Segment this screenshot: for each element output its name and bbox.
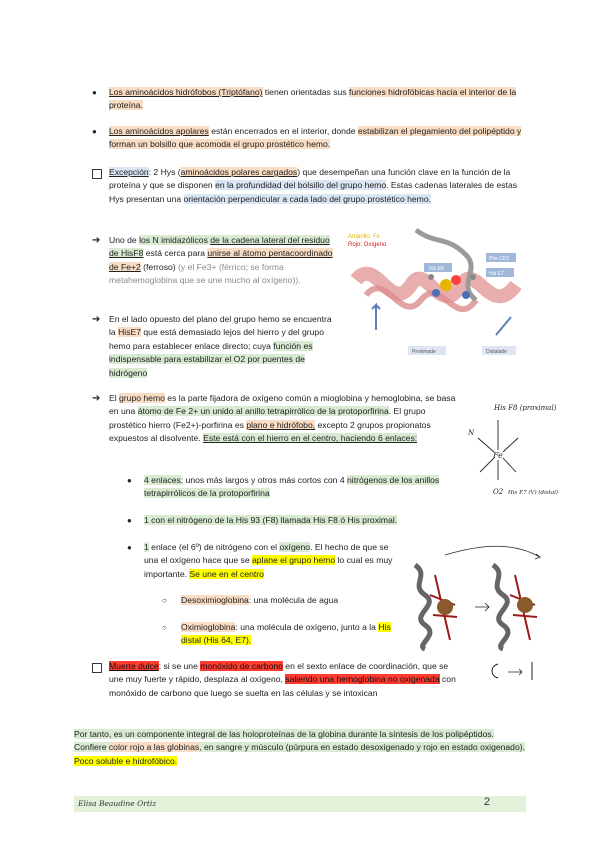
circle-bullet-icon: ○ — [162, 596, 167, 605]
sketch-top-label: His F8 (proximal) — [494, 404, 557, 412]
sub-bullet-oxigeno: ● 1 enlace (el 6º) de nitrógeno con el oxígeno. El hecho de que se una el oxígeno hace que se aplane el grupo hemo lo cual es muy importante. Se une en el centro — [127, 542, 393, 579]
heme-bonds-sketch — [468, 398, 559, 516]
circle-oximioglobina: ○ Oximioglobina: una molécula de oxígeno, junto a la His distal (His 64, E7). — [162, 622, 391, 646]
sketch-bottom-label: His E7 (V) (distal) — [508, 490, 559, 496]
circle-desoximioglobina: ○ Desoximioglobina: una molécula de agua — [162, 594, 402, 607]
protein-structure-figure — [346, 225, 526, 360]
oxygen-binding-image — [405, 545, 555, 650]
bullet-dot: ● — [127, 516, 132, 525]
oxygen-binding-figure — [405, 545, 555, 650]
bullet-dot: ● — [127, 543, 132, 552]
bracket-scribble — [488, 660, 538, 682]
bullet-dot: ● — [92, 127, 97, 136]
bracket-sketch — [488, 660, 538, 682]
arrow-right-icon: ➔ — [92, 314, 101, 325]
page-number: 2 — [483, 796, 490, 808]
bullet-dot: ● — [92, 88, 97, 97]
bullet-hydrophobic: ● Los aminoácidos hidrófobos (Triptófano) tienen orientadas sus funciones hidrofóbicas hacia el interior de la proteína. — [92, 87, 517, 111]
sketch-image — [468, 398, 559, 516]
checklist-muerte-dulce: Muerte dulce: si se une monóxido de carbono en el sexto enlace de coordinación, que se une muy fuerte y rápido, desplaza al oxígeno, saliendo una hemoglobina no oxigenada con monóxido de carbono que luego se suelta en las células y se intoxican — [92, 660, 462, 700]
legend-fe: Amarillo: Fe — [348, 234, 381, 240]
sketch-n-label: N — [468, 429, 475, 437]
sketch-fe-label: Fe — [493, 451, 503, 460]
bullet-apolar: ● Los aminoácidos apolares están encerrados en el interior, donde estabilizan el plegamiento del polipéptido y forman un bolsillo que acomoda el grupo prostético hemo. — [92, 126, 522, 150]
checklist-excepcion: Excepción: 2 Hys (aminoácidos polares cargados) que desempeñan una función clave en la función de la proteína y que se disponen en la profundidad del bolsillo del grupo hemo. Estas cadenas laterales de estas Hys presentan una orientación perpendicular a cada lado del grupo prostético hemo. — [92, 166, 522, 206]
label-phe: Phe CD1 — [489, 256, 510, 262]
page-footer — [74, 796, 526, 812]
label-his-e7: His E7 — [489, 271, 504, 277]
checkbox[interactable] — [92, 169, 102, 179]
bullet-dot: ● — [127, 476, 132, 485]
arrow-right-icon: ➔ — [92, 235, 101, 246]
author-name: Elisa Beaudine Ortiz — [78, 799, 157, 808]
label-distal: Distalade — [486, 349, 507, 355]
conclusion-paragraph: Por tanto, es un componente integral de las holoproteínas de la globina durante la síntesis de los polipéptidos. Confiere color rojo a las globinas, en sangre y músculo (púrpura en estado desoxigenado y rojo en estado oxigenado). Poco soluble e hidrofóbico. — [74, 729, 525, 766]
sketch-o2-label: O2 — [493, 488, 504, 496]
circle-bullet-icon: ○ — [162, 623, 167, 632]
label-proximal: Proximade — [412, 349, 436, 355]
label-his-e8: His E8 — [429, 266, 444, 272]
protein-structure-image — [346, 225, 526, 360]
arrow-right-icon: ➔ — [92, 393, 101, 404]
legend-oxygen: Rojo: Oxígeno — [348, 242, 387, 248]
sub-bullet-his-proximal: ● 1 con el nitrógeno de la His 93 (F8) llamada His F8 ó His proximal. — [127, 514, 462, 527]
arrow-grupo-hemo: ➔ El grupo hemo es la parte fijadora de oxígeno común a mioglobina y hemoglobina, se basa en una átomo de Fe 2+ un unido al anillo tetrapirrólico de la protoporfirina. El grupo prostético hierro (Fe2+)-porfirina es plano e hidrófobo, excepto 2 grupos propionatos expuestos al disolvente. Este está con el hierro en el centro, haciendo 6 enlaces: — [92, 393, 456, 444]
checkbox[interactable] — [92, 663, 102, 673]
arrow-imidazol: ➔ Uno de los N imidazólicos de la cadena lateral del residuo de HisF8 está cerca para unirse al átomo pentacoordinado de Fe+2 (ferroso) (y el Fe3+ (férrico; se forma metahemoglobina que se une mucho al oxígeno)). — [92, 235, 333, 286]
arrow-hise7: ➔ En el lado opuesto del plano del grupo hemo se encuentra la HisE7 que está demasiado lejos del hierro y del grupo hemo para establecer enlace directo; cuya función es indispensable para estabilizar el O2 por puentes de hidrógeno — [92, 314, 332, 378]
sub-bullet-4-enlaces: ● 4 enlaces; unos más largos y otros más cortos con 4 nitrógenos de los anillos tetrapirrólicos de la protoporfirina — [127, 475, 440, 499]
